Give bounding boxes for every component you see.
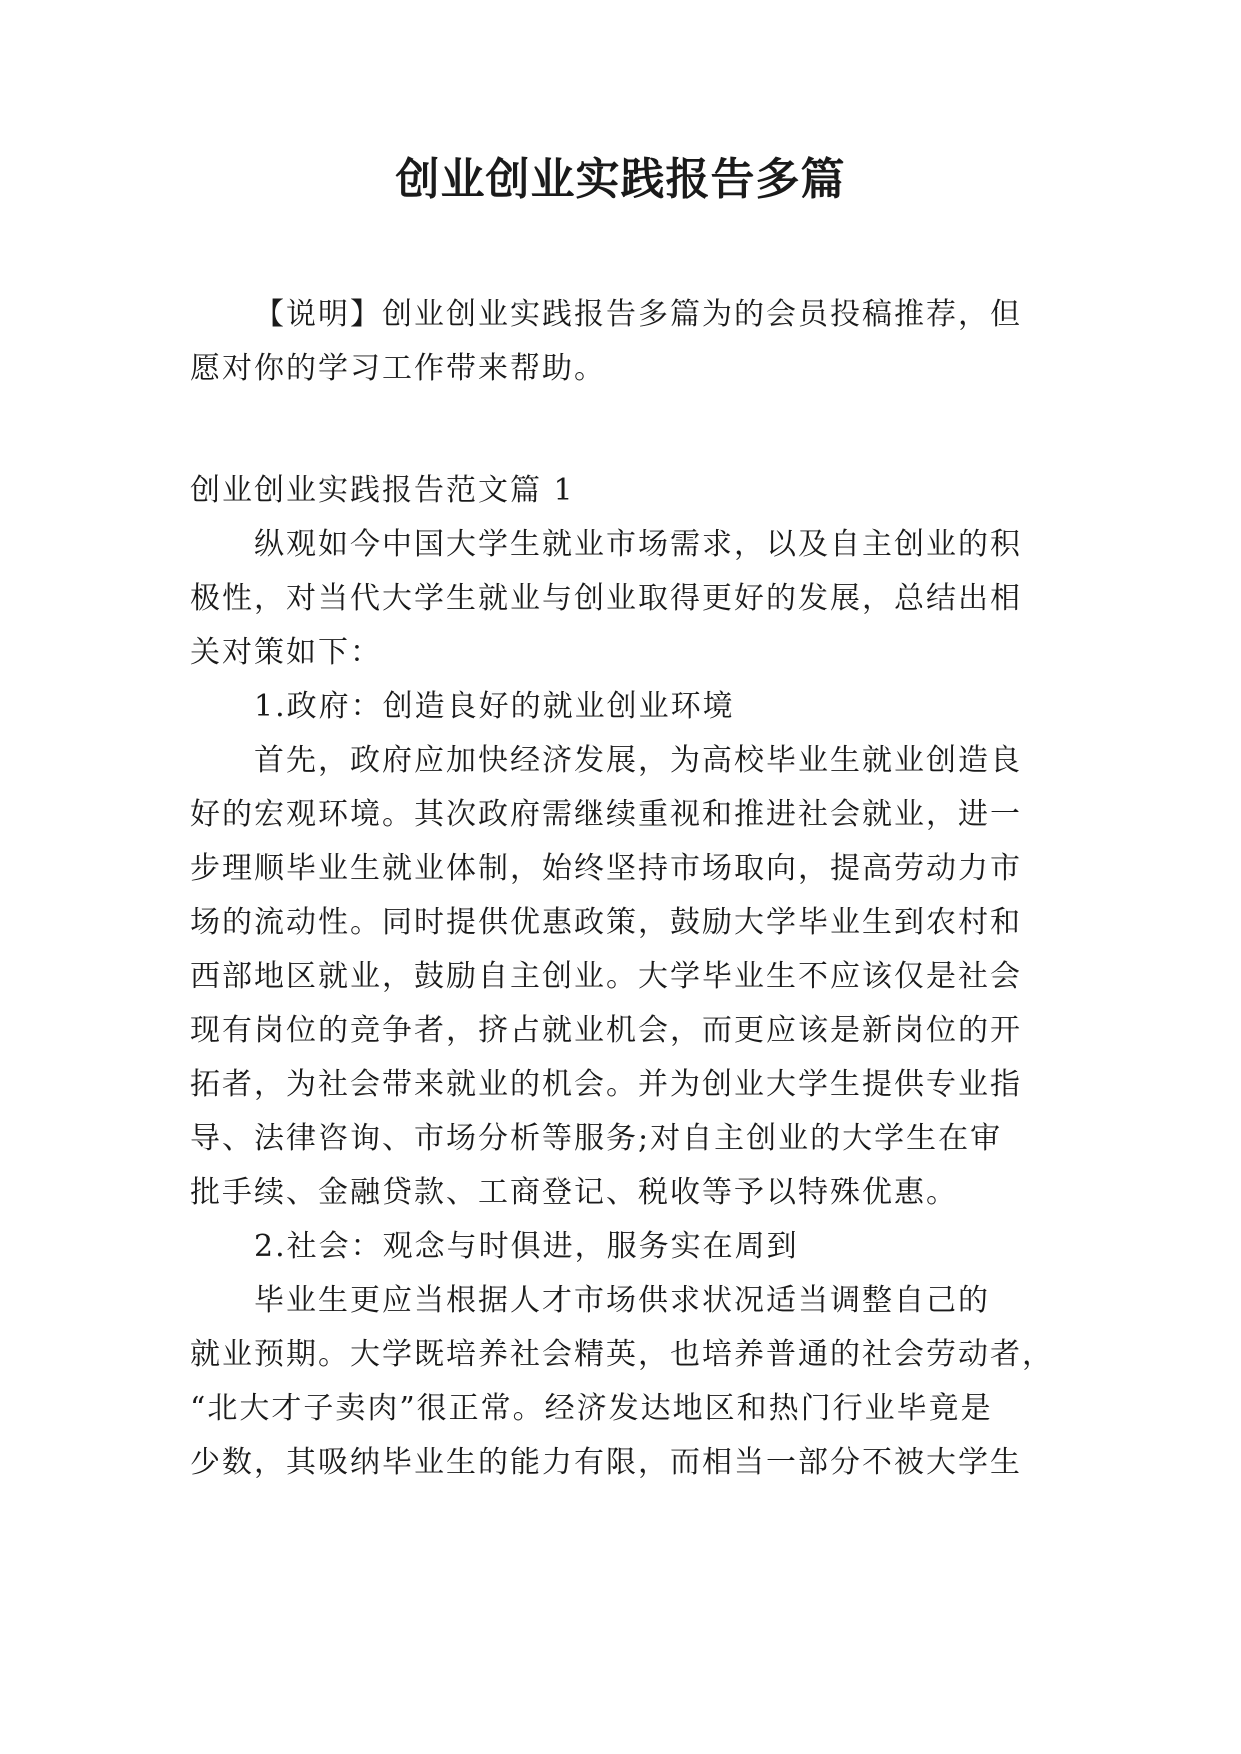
article-line: 纵观如今中国大学生就业市场需求，以及自主创业的积 bbox=[254, 527, 1022, 562]
article-line: 首先，政府应加快经济发展，为高校毕业生就业创造良 bbox=[254, 743, 1022, 778]
document-title: 创业创业实践报告多篇 bbox=[395, 154, 846, 205]
section-heading-text: 创业创业实践报告范文篇 1 bbox=[190, 473, 575, 508]
intro-line: 愿对你的学习工作带来帮助。 bbox=[190, 351, 606, 386]
article-line: 步理顺毕业生就业体制，始终坚持市场取向，提高劳动力市 bbox=[190, 851, 1022, 886]
article-line: 关对策如下： bbox=[190, 635, 382, 670]
article-line: “北大才子卖肉”很正常。经济发达地区和热门行业毕竟是 bbox=[190, 1391, 993, 1426]
article-body bbox=[190, 518, 1054, 1490]
article-line: 西部地区就业，鼓励自主创业。大学毕业生不应该仅是社会 bbox=[190, 959, 1022, 994]
section-heading bbox=[190, 464, 1050, 518]
article-line: 少数，其吸纳毕业生的能力有限，而相当一部分不被大学生 bbox=[190, 1445, 1022, 1480]
article-line: 极性，对当代大学生就业与创业取得更好的发展，总结出相 bbox=[190, 581, 1022, 616]
article-line: 好的宏观环境。其次政府需继续重视和推进社会就业，进一 bbox=[190, 797, 1022, 832]
article-line: 现有岗位的竞争者，挤占就业机会，而更应该是新岗位的开 bbox=[190, 1013, 1022, 1048]
article-line: 导、法律咨询、市场分析等服务;对自主创业的大学生在审 bbox=[190, 1121, 1003, 1156]
article-line: 1.政府：创造良好的就业创业环境 bbox=[254, 689, 735, 724]
article-line: 2.社会：观念与时俱进，服务实在周到 bbox=[254, 1229, 799, 1264]
article-line: 就业预期。大学既培养社会精英，也培养普通的社会劳动者， bbox=[190, 1337, 1054, 1372]
intro-line: 【说明】创业创业实践报告多篇为的会员投稿推荐，但 bbox=[254, 297, 1022, 332]
article-line: 场的流动性。同时提供优惠政策，鼓励大学毕业生到农村和 bbox=[190, 905, 1022, 940]
article-line: 批手续、金融贷款、工商登记、税收等予以特殊优惠。 bbox=[190, 1175, 958, 1210]
intro-paragraph bbox=[190, 288, 1050, 396]
article-line: 拓者，为社会带来就业的机会。并为创业大学生提供专业指 bbox=[190, 1067, 1022, 1102]
article-line: 毕业生更应当根据人才市场供求状况适当调整自己的 bbox=[254, 1283, 990, 1318]
